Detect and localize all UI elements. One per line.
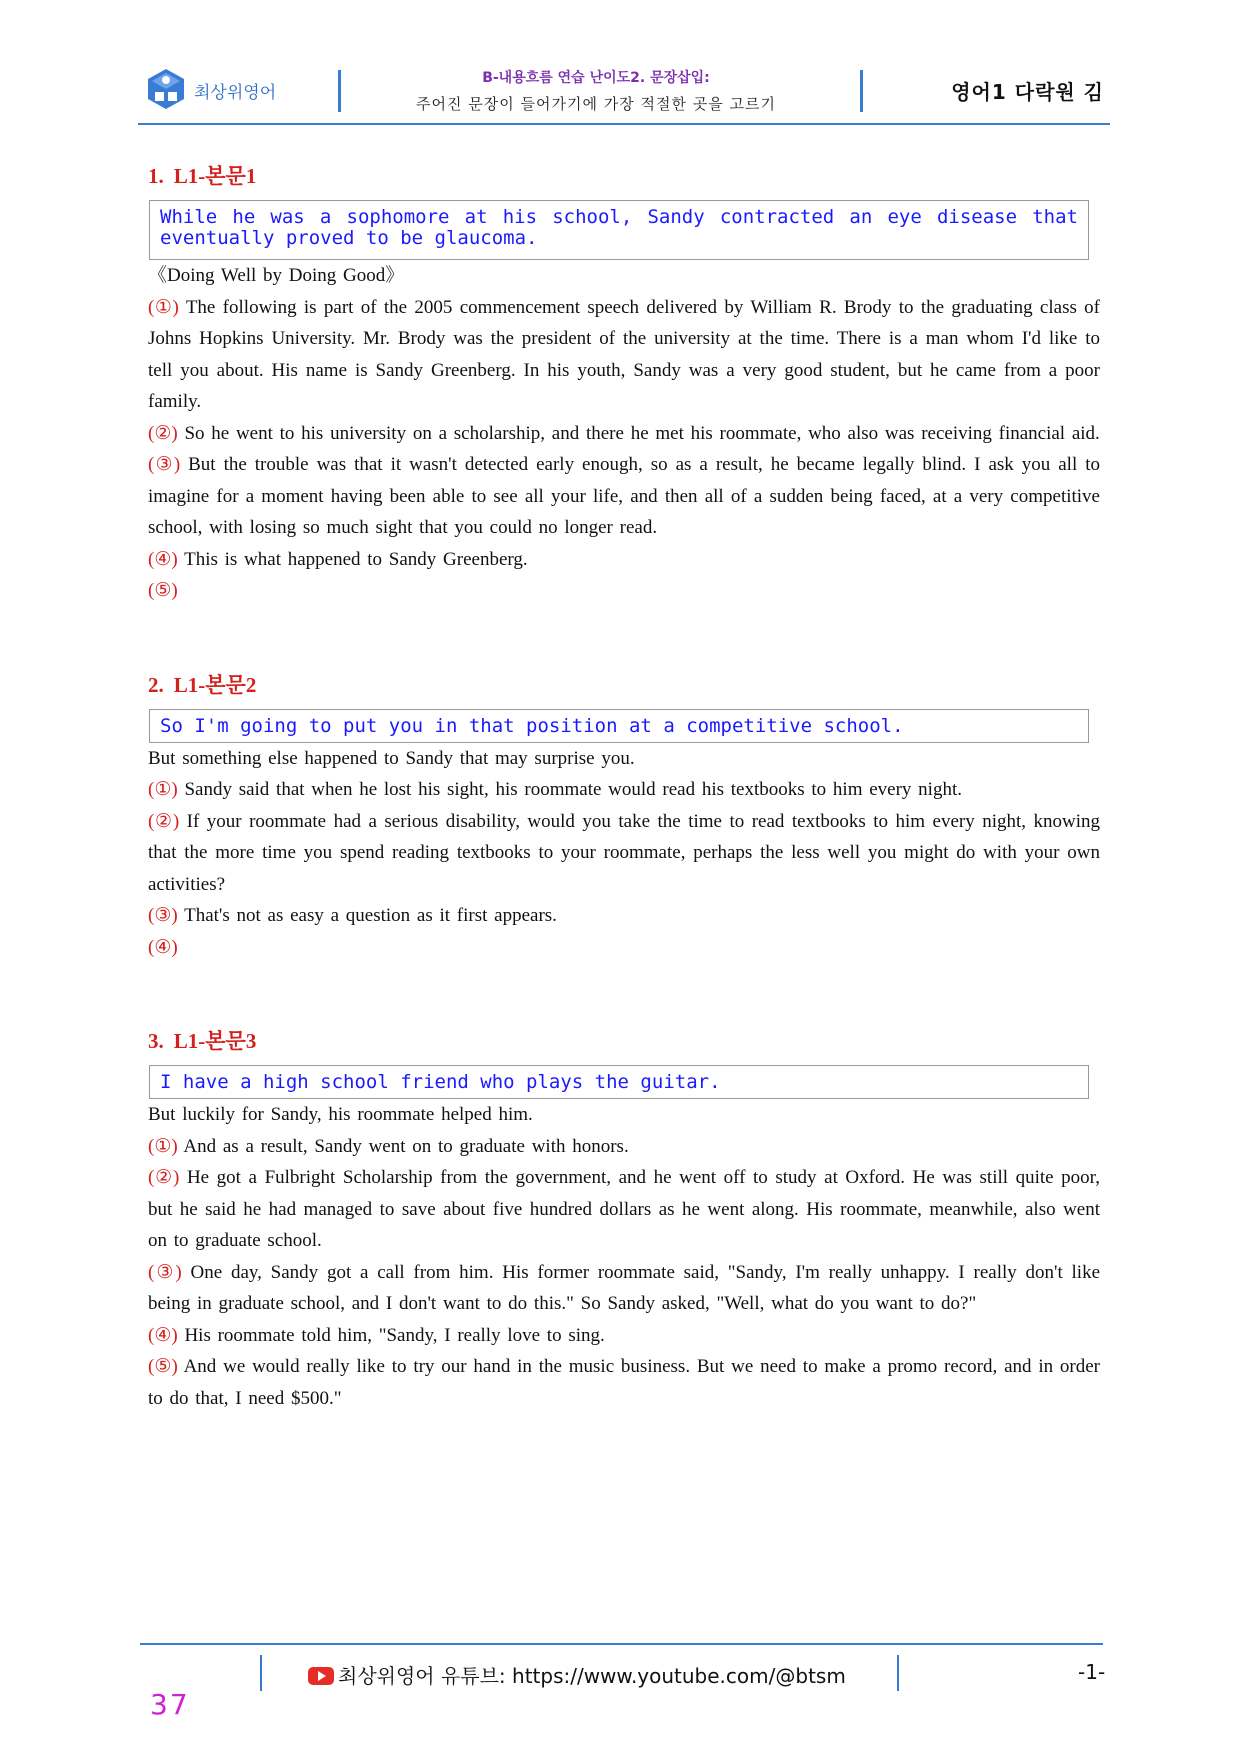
- passage-item: [148, 1131, 1100, 1163]
- passage-item: [148, 932, 1100, 964]
- passage-text: He got a Fulbright Scholarship from the government, and he went off to study at Oxford. He was still quite poor, but he said he had managed to save about five hundred dollars as he went along. His roommate, meanwhile, also went on to graduate school.: [148, 1167, 1101, 1251]
- passage-text: Sandy said that when he lost his sight, his roommate would read his textbooks to him every night.: [177, 779, 962, 800]
- footer-youtube[interactable]: [308, 1660, 846, 1689]
- question-title: [148, 669, 1100, 699]
- given-sentence-box: While he was a sophomore at his school, Sandy contracted an eye disease that eventually proved to be glaucoma.: [149, 200, 1089, 260]
- passage-text: This is what happened to Sandy Greenberg.: [177, 548, 528, 570]
- passage-item: [148, 1320, 1100, 1352]
- header-title-line2: 주어진 문장이 들어가기에 가장 적절한 곳을 고르기: [416, 95, 776, 113]
- logo-text: 최상위영어: [194, 83, 277, 103]
- question-title-text: L1-본문3: [173, 1029, 257, 1053]
- question-number: 3.: [148, 1029, 164, 1053]
- worksheet-content: [148, 160, 1100, 1476]
- passage-item: [148, 292, 1100, 418]
- question-3: [148, 1025, 1100, 1414]
- passage-item: [148, 575, 1100, 607]
- passage-text: So he went to his university on a scholarship, and there he met his roommate, who also was receiving financial aid.: [177, 422, 1100, 444]
- footer-separator: [260, 1655, 262, 1691]
- passage-intro: But something else happened to Sandy that may surprise you.: [148, 747, 635, 769]
- header-right-label: 영어1 다락원 김: [951, 80, 1104, 104]
- page-number: -1-: [1078, 1660, 1106, 1684]
- passage-text: And as a result, Sandy went on to graduate with honors.: [177, 1135, 629, 1157]
- passage-text: But the trouble was that it wasn't detected early enough, so as a result, he became legally blind. I ask you all to imagine for a moment having been able to see all your life, and then all of a sudden being faced, at a very competitive school, with losing so much sight that you could no longer read.: [148, 454, 1100, 538]
- given-sentence-box: I have a high school friend who plays the guitar.: [149, 1065, 1089, 1099]
- passage-item: [148, 806, 1100, 901]
- passage-text: And we would really like to try our hand in the music business. But we need to make a promo record, and in order to do that, I need $500.": [148, 1356, 1100, 1409]
- passage-item: [148, 1257, 1100, 1320]
- page-header: [138, 62, 1110, 117]
- insertion-marker: (⑤): [148, 580, 178, 601]
- sheet-number: 37: [150, 1688, 190, 1721]
- passage-text: That's not as easy a question as it first appears.: [177, 905, 557, 926]
- passage-item: [148, 774, 1100, 806]
- passage-text: His roommate told him, "Sandy, I really love to sing.: [177, 1324, 605, 1346]
- question-title: [148, 1025, 1100, 1055]
- passage-item: [148, 1351, 1100, 1414]
- insertion-marker: (③): [148, 905, 178, 926]
- insertion-marker: (①): [148, 779, 178, 800]
- insertion-marker: (①): [148, 296, 179, 318]
- question-title-text: L1-본문1: [173, 164, 257, 188]
- insertion-marker: (④): [148, 548, 178, 570]
- question-number: 1.: [148, 164, 164, 188]
- insertion-marker: (②): [148, 422, 178, 444]
- insertion-marker: (③): [148, 1261, 182, 1283]
- header-title-line1: B-내용흐름 연습 난이도2. 문장삽입:: [482, 70, 710, 86]
- header-title: [376, 67, 816, 114]
- insertion-marker: (③): [148, 454, 181, 475]
- footer-separator: [897, 1655, 899, 1691]
- insertion-marker: (②): [148, 1167, 180, 1188]
- question-1: [148, 160, 1100, 607]
- question-title-text: L1-본문2: [173, 672, 257, 697]
- logo-icon: [146, 68, 186, 110]
- header-separator: [860, 70, 863, 112]
- passage-text: One day, Sandy got a call from him. His former roommate said, "Sandy, I'm really unhappy. I really don't like being in graduate school, and I don't want to do this." So Sandy asked, "Well, what do you want to do?": [148, 1261, 1101, 1314]
- given-sentence-box: So I'm going to put you in that position at a competitive school.: [149, 709, 1089, 743]
- passage-intro: But luckily for Sandy, his roommate helped him.: [148, 1104, 533, 1125]
- header-rule: [138, 123, 1110, 125]
- question-number: 2.: [148, 672, 164, 697]
- question-2: [148, 669, 1100, 964]
- passage-text: The following is part of the 2005 commencement speech delivered by William R. Brody to the graduating class of Johns Hopkins University. Mr. Brody was the president of the university at the time. There is a man whom I'd like to tell you about. His name is Sandy Greenberg. In his youth, Sandy was a very good student, but he came from a poor family.: [148, 296, 1101, 412]
- insertion-marker: (②): [148, 810, 180, 832]
- passage-text: If your roommate had a serious disability, would you take the time to read textbooks to him every night, knowing that the more time you spend reading textbooks to your roommate, perhaps the less well you might do with your own activities?: [148, 810, 1101, 895]
- footer-rule: [140, 1643, 1103, 1645]
- passage-item: [148, 418, 1100, 450]
- youtube-icon: [308, 1667, 334, 1685]
- passage-item: [148, 900, 1100, 932]
- insertion-marker: (④): [148, 1324, 178, 1346]
- footer-youtube-text: 최상위영어 유튜브: https://www.youtube.com/@btsm: [338, 1664, 846, 1688]
- question-title: [148, 160, 1100, 190]
- insertion-marker: (⑤): [148, 1356, 178, 1377]
- passage-item: [148, 544, 1100, 576]
- insertion-marker: (④): [148, 936, 178, 958]
- passage-item: [148, 1162, 1100, 1257]
- header-separator: [338, 70, 341, 112]
- passage-item: [148, 449, 1100, 544]
- passage-intro: 《Doing Well by Doing Good》: [148, 265, 405, 286]
- insertion-marker: (①): [148, 1135, 178, 1157]
